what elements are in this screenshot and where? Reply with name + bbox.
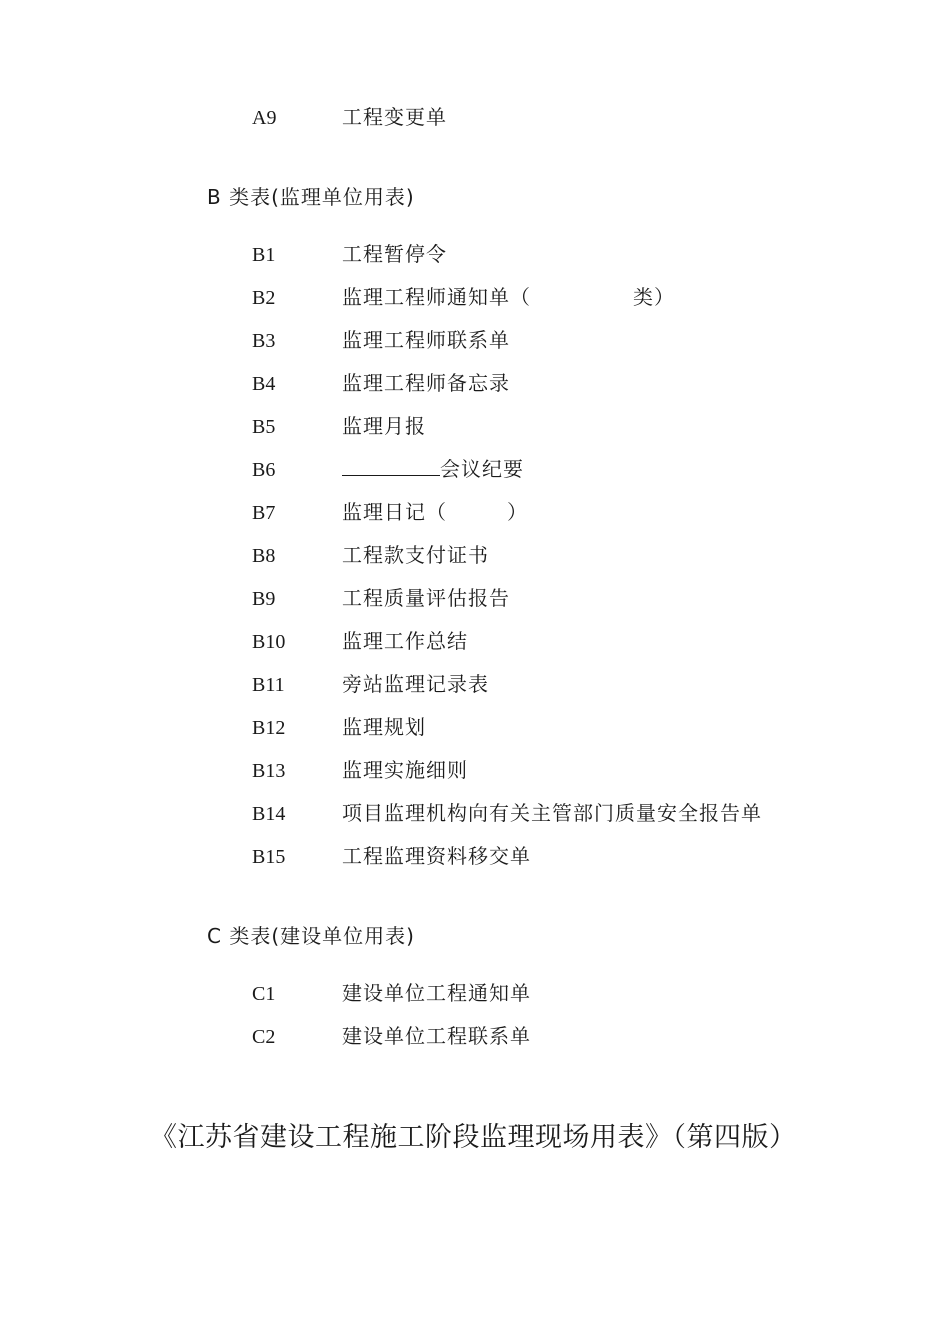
item-name: 工程质量评估报告 [342,586,510,610]
item-code: B8 [252,545,276,567]
list-item-b12 [252,713,426,741]
list-item-b2 [252,283,675,311]
item-name-prefix: 监理日记（ [342,500,447,524]
list-item-b13 [252,756,468,784]
list-item-b14 [252,799,762,827]
item-code: B10 [252,631,286,653]
list-item-b5 [252,412,426,440]
item-name: 旁站监理记录表 [342,672,489,696]
list-item-b3 [252,326,510,354]
item-name: 监理工程师联系单 [342,328,510,352]
list-item-b6 [252,455,524,483]
item-name: 工程款支付证书 [342,543,489,567]
list-item-c1 [252,979,531,1007]
item-code: B6 [252,459,276,481]
item-name: 工程暂停令 [342,242,447,266]
item-name: 监理工程师备忘录 [342,371,510,395]
list-item-b8 [252,541,489,569]
item-code: B5 [252,416,276,438]
item-name: 建设单位工程通知单 [342,981,531,1005]
item-code: B15 [252,846,286,868]
item-code: B14 [252,803,286,825]
blank-underline [342,455,440,476]
item-code: B9 [252,588,276,610]
section-c-heading: C 类表(建设单位用表) [207,924,415,948]
list-item-b9 [252,584,510,612]
item-name: 监理月报 [342,414,426,438]
item-code: B4 [252,373,276,395]
item-code: C1 [252,983,276,1005]
item-code: B2 [252,287,276,309]
item-name-prefix: 监理工程师通知单（ [342,285,531,309]
list-item-b10 [252,627,468,655]
list-item-a9 [252,103,447,131]
list-item-b11 [252,670,489,698]
item-name: 项目监理机构向有关主管部门质量安全报告单 [342,801,762,825]
item-name: 监理规划 [342,715,426,739]
list-item-b4 [252,369,510,397]
item-name: 监理实施细则 [342,758,468,782]
document-title: 《江苏省建设工程施工阶段监理现场用表》（第四版） [150,1122,797,1153]
item-name-suffix: ） [507,500,528,524]
item-name-suffix: 会议纪要 [440,457,524,481]
item-name: 监理工作总结 [342,629,468,653]
list-item-b1 [252,240,447,268]
list-item-b15 [252,842,531,870]
list-item-c2 [252,1022,531,1050]
item-name: 建设单位工程联系单 [342,1024,531,1048]
item-code: C2 [252,1026,276,1048]
item-code: B13 [252,760,286,782]
section-b-heading: B 类表(监理单位用表) [207,185,415,209]
item-name: 工程监理资料移交单 [342,844,531,868]
item-name: 工程变更单 [342,105,447,129]
item-code: B3 [252,330,276,352]
item-name-suffix: 类） [633,285,675,309]
list-item-b7 [252,498,528,526]
item-code: B7 [252,502,276,524]
item-code: A9 [252,107,277,129]
item-code: B1 [252,244,276,266]
item-code: B11 [252,674,285,696]
item-code: B12 [252,717,286,739]
